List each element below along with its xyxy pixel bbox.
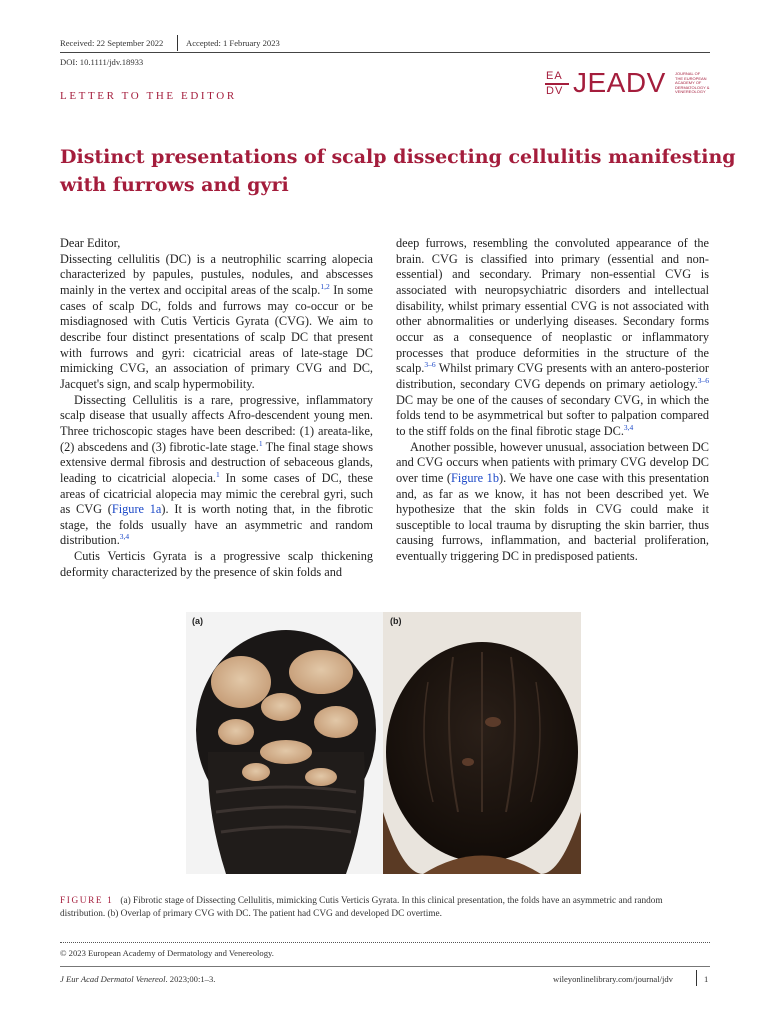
journal-name: JEADV <box>573 67 666 98</box>
received-date: Received: 22 September 2022 <box>60 38 164 48</box>
eadv-mark-icon: EA DV <box>545 70 569 98</box>
citation-ref[interactable]: 1 <box>215 469 220 479</box>
paragraph: deep furrows, resembling the convoluted appearance of the brain. CVG is classified into primary (essential and non-essential) and secondary. Primary non-essential CVG is associated with neuropsychiatric disorders and intellectual disability, whilst primary essential CVG is not associated with other abnormalities or underlying diseases. Secondary forms occur as a consequence of neoplastic or inflammatory processes that produce deformities in the structure of the scalp.$^{3-6}$ Whilst primary CVG presents with an antero-posterior distribution, secondary CVG depends on primary aetiology.$^{3-6}$ DC may be one of the causes of secondary CVG, in which the folds tend to be asymmetrical but softer to palpation compared to the stiff folds on the final fibrotic stage DC.$^{3,4}$ <box>396 236 709 438</box>
scalp-photo-a <box>186 612 383 874</box>
citation-ref[interactable]: 3–6 <box>424 360 436 370</box>
citation-ref[interactable]: 1 <box>258 438 263 448</box>
caption-text: (a) Fibrotic stage of Dissecting Cellulitis, mimicking Cutis Verticis Gyrata. In this clinical presentation, the folds have an asymmetric and random distribution. (b) Overlap of primary CVG with DC. The patient had CVG and developed DC overtime. <box>60 896 663 920</box>
page-number: 1 <box>704 974 709 984</box>
paragraph: Cutis Verticis Gyrata is a progressive scalp thickening deformity characterized by the presence of skin folds and <box>60 549 373 579</box>
article-title: Distinct presentations of scalp dissecting cellulitis manifesting with furrows and gyri <box>60 146 736 196</box>
panel-b-label: (b) <box>390 616 402 626</box>
figure-caption <box>60 895 710 921</box>
journal-logo[interactable] <box>545 67 710 100</box>
figure-1a-link[interactable]: Figure 1a <box>111 502 162 517</box>
footer-divider <box>696 970 697 986</box>
header-rule <box>60 52 710 53</box>
copyright: © 2023 European Academy of Dermatology and Venereology. <box>60 948 274 958</box>
journal-url[interactable]: wileyonlinelibrary.com/journal/jdv <box>553 974 673 984</box>
citation-ref[interactable]: 3,4 <box>623 422 634 432</box>
caption-label: FIGURE 1 <box>60 896 114 906</box>
paragraph: Dissecting Cellulitis is a rare, progressive, inflammatory scalp disease that usually affects Afro-descendent young men. Three trichoscopic stages have been described: (1) areata-like, (2) abscedens and (3) fibrotic-late stage.$^1$ The final stage shows extensive dermal fibrosis and destruction of sebaceous glands, leading to cicatricial alopecia.$^1$ In some cases of DC, these areas of cicatricial alopecia may mimic the cerebral gyri, such as CVG (Figure 1a). It is worth noting that, in the fibrotic stage, the folds usually have an asymmetric and random distribution.$^{3,4}$ <box>60 392 374 548</box>
section-label: LETTER TO THE EDITOR <box>60 90 237 102</box>
accepted-date: Accepted: 1 February 2023 <box>186 38 280 48</box>
panel-a-label: (a) <box>192 616 203 626</box>
scalp-photo-b <box>383 612 581 874</box>
salutation: Dear Editor, <box>60 236 121 250</box>
left-column <box>60 236 373 580</box>
citation-ref[interactable]: 1,2 <box>320 281 330 291</box>
journal-tagline: JOURNAL OF THE EUROPEAN ACADEMY OF DERMATOLOGY & VENEREOLOGY <box>675 71 710 95</box>
citation-ref[interactable]: 3–6 <box>697 375 709 385</box>
right-column <box>396 236 709 565</box>
paragraph: Dissecting cellulitis (DC) is a neutrophilic scarring alopecia characterized by papules, pustules, nodules, and abscesses mainly in the vertex and occipital areas of the scalp.$^{1,2}$ In some cases of scalp DC, folds and furrows may co-occur or be misdiagnosed with Cutis Verticis Gyrata (CVG). We aim to describe four distinct presentations of scalp DC that present with furrows and gyri: cicatricial areas of late-stage DC mimicking CVG, an association of primary CVG and DC, Jacquet's sign, and scalp hypermobility. <box>60 251 373 391</box>
citation-ref[interactable]: 3,4 <box>119 532 130 542</box>
footer-rule <box>60 966 710 967</box>
figure-panel-b <box>383 612 581 874</box>
footer-separator <box>60 942 710 943</box>
doi[interactable]: DOI: 10.1111/jdv.18933 <box>60 57 144 67</box>
paragraph: Another possible, however unusual, association between DC and CVG occurs when patients with primary CVG develop DC over time (Figure 1b). We have one case with this presentation and, as far as we know, it has not been described yet. We hypothesize that the skin folds in CVG could make it susceptible to local trauma by disrupting the skin barrier, thus causing furrows, inflammation, and bacterial proliferation, eventually triggering DC in predisposed patients. <box>396 439 709 564</box>
header-divider <box>177 35 178 51</box>
citation: J Eur Acad Dermatol Venereol. 2023;00:1–3. <box>60 974 216 984</box>
figure-1b-link[interactable]: Figure 1b <box>450 470 499 485</box>
figure-panel-a <box>186 612 383 874</box>
